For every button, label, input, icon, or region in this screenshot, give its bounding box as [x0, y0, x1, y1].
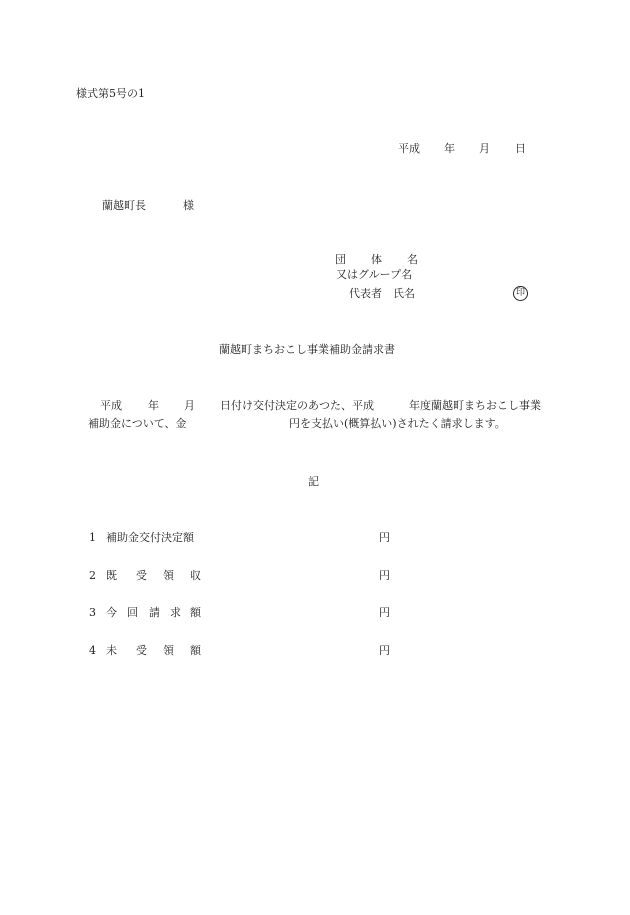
item-number: 3 — [89, 606, 96, 619]
item-number: 4 — [89, 644, 96, 657]
body-era: 平成 — [100, 399, 122, 412]
item-label-char: 既 — [106, 569, 117, 582]
item-unit: 円 — [379, 531, 390, 544]
note-heading: 記 — [308, 475, 319, 488]
item-label-char: 求 — [170, 606, 181, 619]
addressee-name: 蘭越町長 — [102, 199, 146, 212]
item-label: 補助金交付決定額 — [106, 531, 194, 544]
group-label-char: 名 — [407, 253, 418, 266]
item-label-char: 額 — [190, 606, 201, 619]
representative-label: 代表者 氏名 — [349, 287, 415, 300]
item-unit: 円 — [379, 644, 390, 657]
item-label-char: 受 — [136, 644, 147, 657]
item-label-char: 受 — [136, 569, 147, 582]
date-era: 平成 — [398, 142, 420, 155]
seal-mark: 印 — [513, 286, 528, 301]
item-label-char: 額 — [190, 644, 201, 657]
document-title: 蘭越町まちおこし事業補助金請求書 — [219, 343, 395, 356]
body-text-1: 日付け交付決定のあつた、平成 — [220, 399, 374, 412]
group-label-char: 団 — [335, 253, 346, 266]
item-number: 1 — [89, 531, 96, 544]
item-label-char: 未 — [106, 644, 117, 657]
body-month: 月 — [184, 399, 195, 412]
date-year: 年 — [444, 142, 455, 155]
item-unit: 円 — [379, 569, 390, 582]
alt-group-label: 又はグループ名 — [336, 268, 413, 281]
body-text-2: 年度蘭越町まちおこし事業 — [409, 399, 541, 412]
group-label-char: 体 — [371, 253, 382, 266]
item-label-char: 領 — [163, 644, 174, 657]
date-day: 日 — [515, 142, 526, 155]
item-label-char: 領 — [163, 569, 174, 582]
body-text-3: 補助金について、金 — [88, 417, 187, 430]
form-number: 様式第5号の1 — [76, 87, 145, 100]
body-year: 年 — [148, 399, 159, 412]
addressee-honorific: 様 — [183, 199, 194, 212]
item-label-char: 請 — [149, 606, 160, 619]
date-month: 月 — [479, 142, 490, 155]
item-number: 2 — [89, 569, 96, 582]
item-label-char: 今 — [106, 606, 117, 619]
item-unit: 円 — [379, 606, 390, 619]
item-label-char: 収 — [190, 569, 201, 582]
body-text-4: 円を支払い(概算払い)されたく請求します。 — [289, 417, 506, 430]
item-label-char: 回 — [127, 606, 138, 619]
